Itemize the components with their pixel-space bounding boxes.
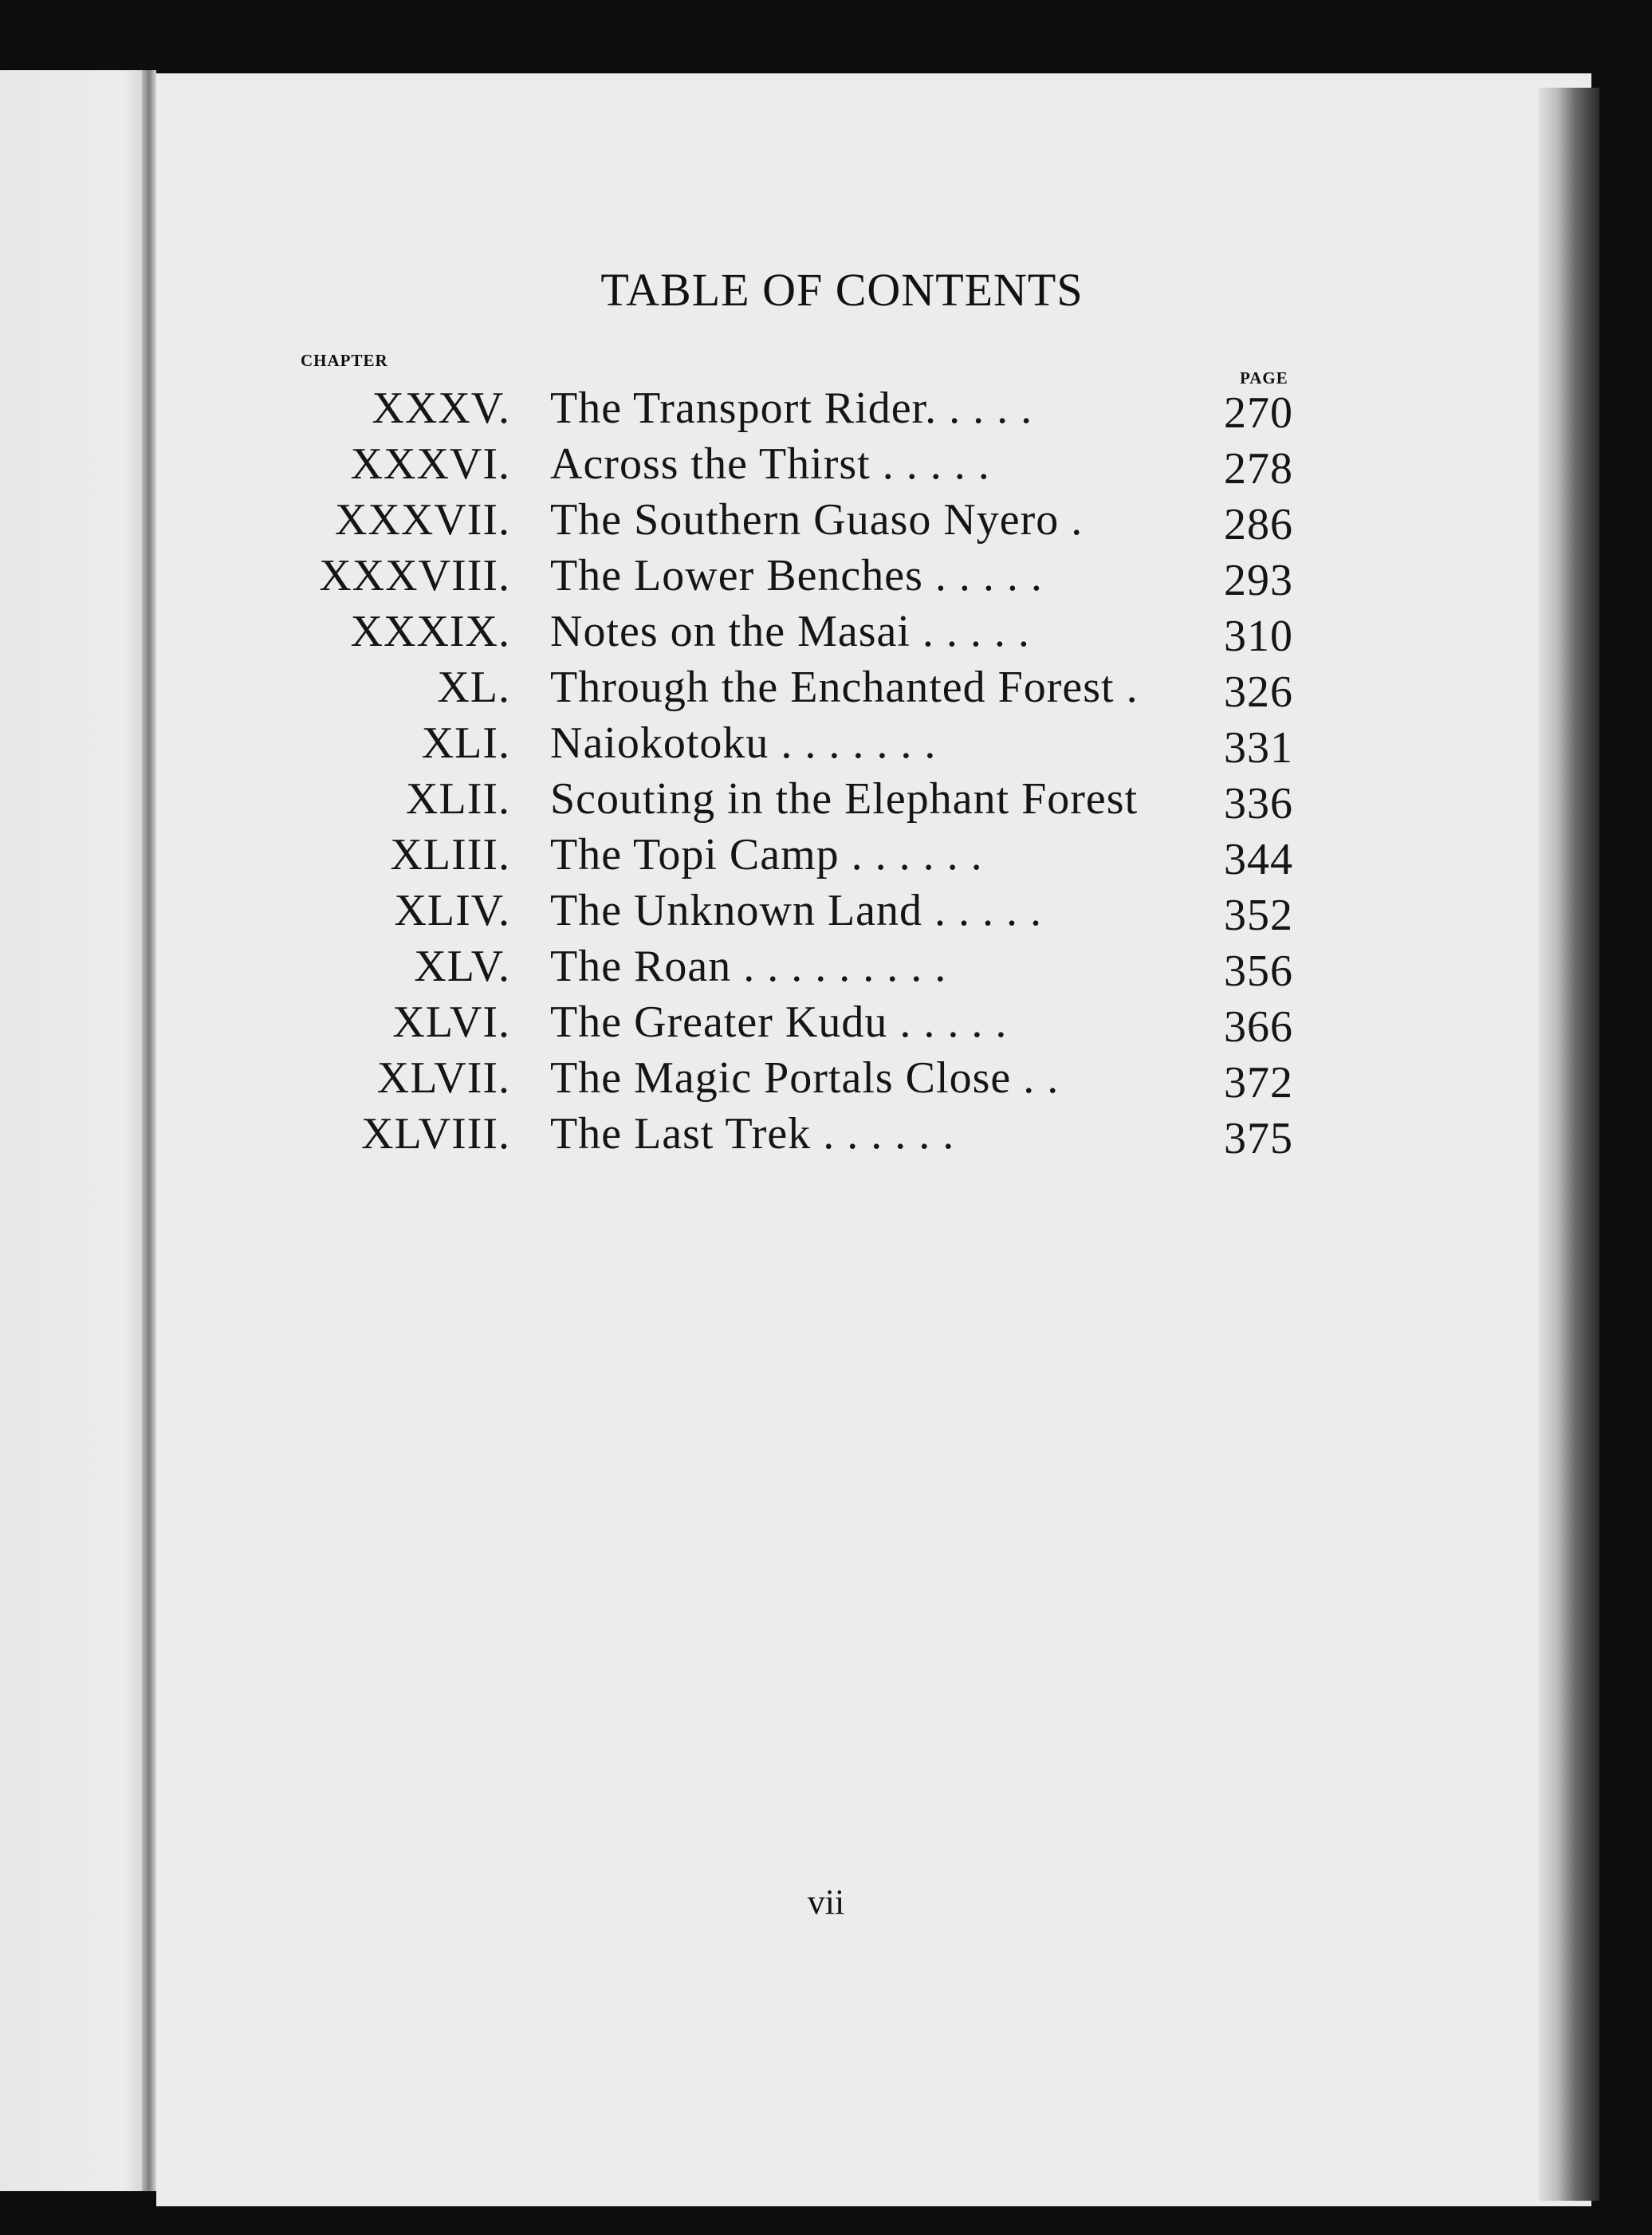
chapter-title: Naiokotoku . . . . . . . [550, 718, 937, 768]
page-number: 331 [1224, 723, 1293, 773]
page-number: 356 [1224, 946, 1293, 996]
page-number: 344 [1224, 835, 1293, 884]
toc-entry [0, 773, 1652, 829]
page-title [0, 263, 1652, 317]
chapter-title: Notes on the Masai . . . . . [550, 607, 1030, 656]
toc-entry [0, 718, 1652, 773]
chapter-title: The Southern Guaso Nyero . [550, 495, 1084, 545]
page-number: 336 [1224, 779, 1293, 828]
toc-entry [0, 885, 1652, 941]
page-column-header: PAGE [1240, 368, 1288, 388]
chapter-title: The Last Trek . . . . . . [550, 1109, 955, 1159]
chapter-title: Through the Enchanted Forest . [550, 663, 1139, 712]
page-number: 270 [1224, 388, 1293, 438]
chapter-number: XXXV. [372, 384, 510, 433]
chapter-number: XXXIX. [350, 607, 510, 656]
chapter-number: XLIV. [394, 886, 510, 935]
chapter-number: XLVI. [392, 997, 510, 1047]
toc-entry [0, 941, 1652, 997]
page-number: 352 [1224, 891, 1293, 940]
chapter-title: The Lower Benches . . . . . [550, 551, 1043, 600]
chapter-number: XXXVIII. [319, 551, 510, 600]
chapter-number: XLVIII. [361, 1109, 510, 1159]
toc-entry [0, 662, 1652, 718]
toc-entry [0, 1108, 1652, 1164]
page-title-text: TABLE OF CONTENTS [600, 264, 1084, 316]
chapter-title: The Unknown Land . . . . . [550, 886, 1043, 935]
toc-entry [0, 1053, 1652, 1108]
chapter-title: The Topi Camp . . . . . . [550, 830, 983, 879]
chapter-column-header: CHAPTER [301, 351, 388, 370]
toc-entry [0, 383, 1652, 439]
toc-entry [0, 550, 1652, 606]
chapter-number: XXXVI. [350, 439, 510, 489]
page-number: 293 [1224, 556, 1293, 605]
page-number: 286 [1224, 500, 1293, 549]
chapter-number: XLIII. [390, 830, 510, 879]
chapter-title: Across the Thirst . . . . . [550, 439, 990, 489]
chapter-title: The Greater Kudu . . . . . [550, 997, 1008, 1047]
chapter-title: The Magic Portals Close . . [550, 1053, 1060, 1103]
page-number: 366 [1224, 1002, 1293, 1052]
toc-entry [0, 997, 1652, 1053]
chapter-title: The Roan . . . . . . . . . [550, 942, 947, 991]
page-number: 310 [1224, 612, 1293, 661]
chapter-number: XLV. [414, 942, 510, 991]
page-number: 375 [1224, 1114, 1293, 1163]
page-number: 326 [1224, 667, 1293, 717]
chapter-number: XLVII. [376, 1053, 510, 1103]
chapter-number: XLII. [406, 774, 510, 824]
toc-entry [0, 494, 1652, 550]
page-number: 372 [1224, 1058, 1293, 1108]
chapter-number: XL. [437, 663, 510, 712]
toc-entry [0, 829, 1652, 885]
toc-entry [0, 606, 1652, 662]
chapter-title: Scouting in the Elephant Forest [550, 774, 1139, 824]
page-number: 278 [1224, 444, 1293, 494]
chapter-number: XXXVII. [334, 495, 510, 545]
chapter-number: XLI. [421, 718, 510, 768]
page-folio: vii [807, 1883, 845, 1922]
chapter-title: The Transport Rider. . . . . [550, 384, 1033, 433]
toc-entry [0, 439, 1652, 494]
